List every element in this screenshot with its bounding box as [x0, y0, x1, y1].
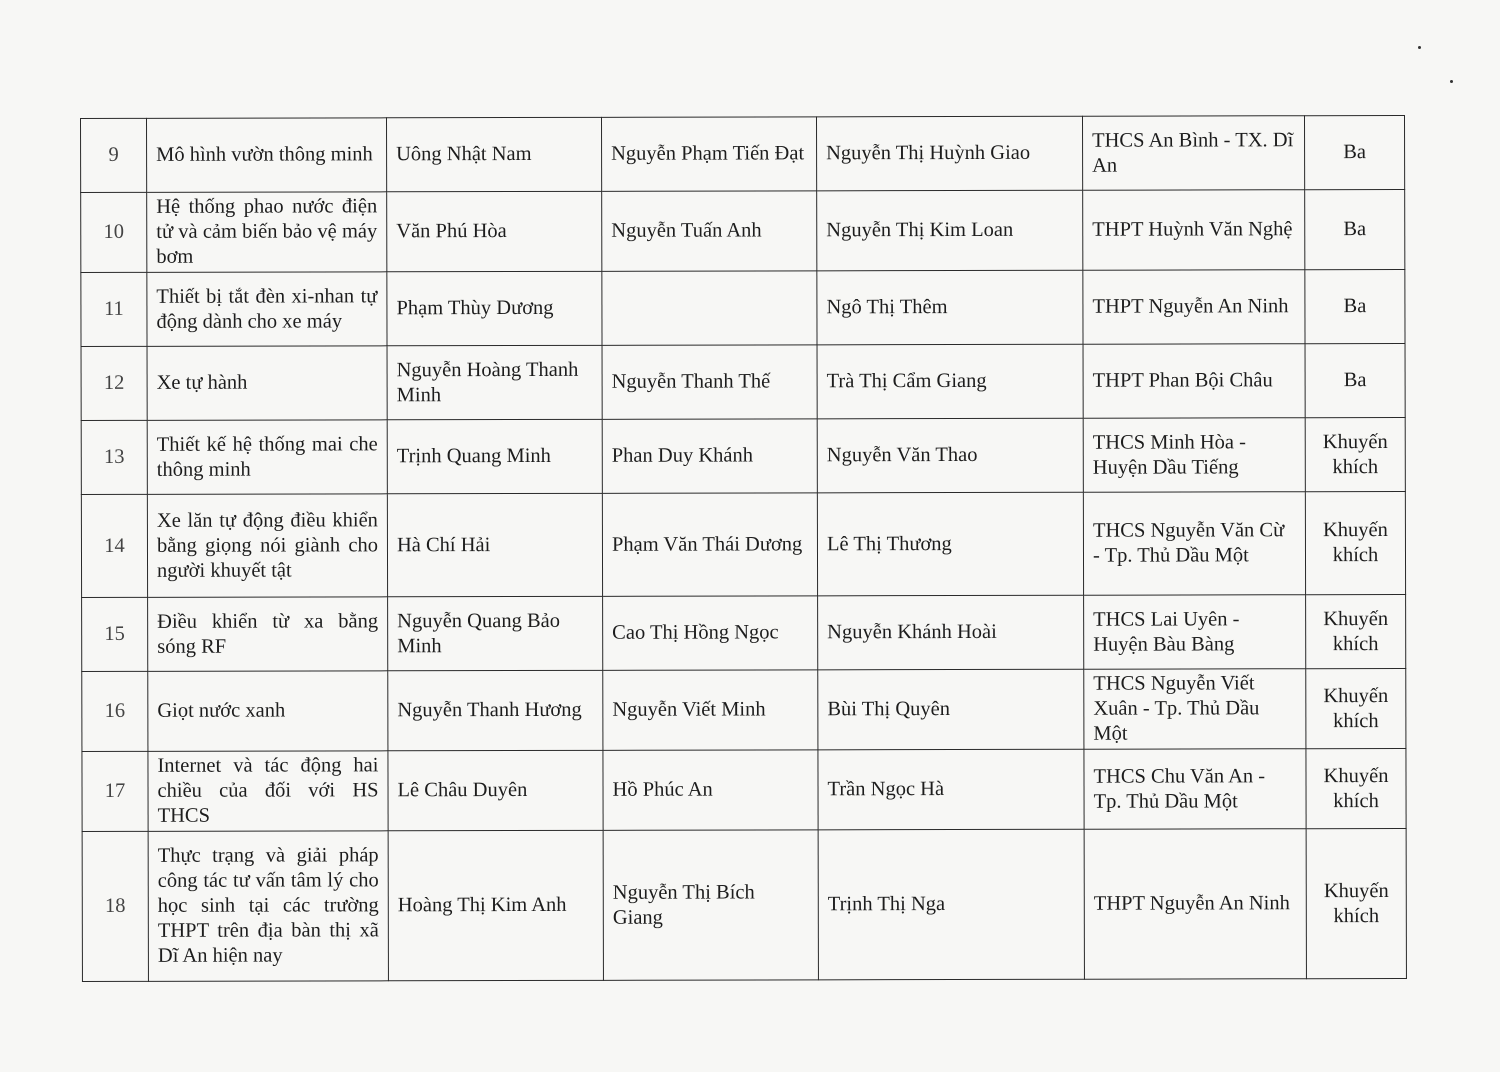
table-row	[81, 491, 1405, 597]
prize: Ba	[1305, 269, 1405, 343]
teacher: Nguyễn Thị Huỳnh Giao	[816, 116, 1082, 191]
project-name: Thiết kế hệ thống mai che thông minh	[147, 420, 387, 495]
school: THPT Nguyễn An Ninh	[1084, 829, 1306, 980]
teacher: Trịnh Thị Nga	[818, 829, 1084, 980]
scan-speck	[1418, 46, 1421, 49]
project-name: Internet và tác động hai chiều của đối với HS THCS	[148, 751, 388, 832]
student-1: Uông Nhật Nam	[387, 117, 602, 191]
row-number: 13	[81, 420, 147, 494]
prize: Khuyến khích	[1306, 748, 1406, 828]
student-1: Lê Châu Duyên	[388, 750, 603, 830]
scan-speck	[1450, 80, 1453, 83]
row-number: 12	[81, 346, 147, 420]
row-number: 14	[81, 494, 147, 597]
row-number: 11	[81, 272, 147, 346]
prize: Ba	[1304, 115, 1404, 189]
prize: Khuyến khích	[1306, 594, 1406, 668]
school: THCS Nguyễn Viết Xuân - Tp. Thủ Dầu Một	[1084, 669, 1306, 750]
school: THCS An Bình - TX. Dĩ An	[1082, 116, 1304, 191]
student-1: Trịnh Quang Minh	[387, 419, 602, 493]
prize: Khuyến khích	[1306, 828, 1406, 978]
project-name: Thiết bị tắt đèn xi-nhan tự động dành cho xe máy	[147, 272, 387, 347]
project-name: Điều khiển từ xa bằng sóng RF	[148, 597, 388, 672]
student-2: Hồ Phúc An	[603, 750, 818, 830]
student-1: Nguyễn Hoàng Thanh Minh	[387, 345, 602, 419]
student-2: Nguyễn Tuấn Anh	[602, 191, 817, 271]
school: THPT Phan Bội Châu	[1083, 344, 1305, 419]
student-2: Phạm Văn Thái Dương	[602, 493, 817, 596]
school: THCS Chu Văn An - Tp. Thủ Dầu Một	[1084, 749, 1306, 830]
project-name: Xe tự hành	[147, 346, 387, 421]
project-name: Hệ thống phao nước điện tử và cảm biến bảo vệ máy bơm	[147, 192, 387, 273]
teacher: Nguyễn Văn Thao	[817, 418, 1083, 493]
table-row	[81, 417, 1405, 494]
school: THPT Nguyễn An Ninh	[1083, 270, 1305, 345]
row-number: 16	[82, 671, 148, 751]
table-row	[82, 668, 1406, 751]
prize: Khuyến khích	[1306, 668, 1406, 748]
project-name: Xe lăn tự động điều khiển bằng giọng nói giành cho người khuyết tật	[147, 494, 387, 598]
prize: Ba	[1305, 343, 1405, 417]
teacher: Bùi Thị Quyên	[818, 669, 1084, 750]
row-number: 10	[81, 192, 147, 272]
student-1: Hà Chí Hải	[387, 493, 602, 596]
school: THCS Nguyễn Văn Cừ - Tp. Thủ Dầu Một	[1083, 492, 1305, 596]
project-name: Mô hình vườn thông minh	[147, 118, 387, 193]
school: THCS Minh Hòa - Huyện Dầu Tiếng	[1083, 418, 1305, 493]
table-row	[82, 594, 1406, 671]
teacher: Trà Thị Cẩm Giang	[817, 344, 1083, 419]
project-name: Thực trạng và giải pháp công tác tư vấn tâm lý cho học sinh tại các trường THPT trên địa bàn thị xã Dĩ An hiện nay	[148, 831, 388, 982]
student-1: Nguyễn Quang Bảo Minh	[388, 596, 603, 670]
table-row	[82, 828, 1406, 981]
teacher: Ngô Thị Thêm	[817, 270, 1083, 345]
teacher: Trần Ngọc Hà	[818, 749, 1084, 830]
school: THPT Huỳnh Văn Nghệ	[1083, 190, 1305, 271]
prize: Khuyến khích	[1305, 417, 1405, 491]
student-2: Nguyễn Thị Bích Giang	[603, 830, 818, 980]
student-2: Cao Thị Hồng Ngọc	[603, 596, 818, 670]
table-row	[81, 189, 1405, 272]
student-2: Nguyễn Phạm Tiến Đạt	[601, 117, 816, 191]
school: THCS Lai Uyên - Huyện Bàu Bàng	[1084, 595, 1306, 670]
project-name: Giọt nước xanh	[148, 671, 388, 752]
teacher: Nguyễn Khánh Hoài	[818, 595, 1084, 670]
table-row	[81, 343, 1405, 420]
row-number: 17	[82, 751, 148, 831]
prize: Ba	[1305, 189, 1405, 269]
row-number: 9	[81, 118, 147, 192]
student-2: Nguyễn Thanh Thế	[602, 345, 817, 419]
student-1: Hoàng Thị Kim Anh	[388, 830, 603, 980]
row-number: 15	[82, 597, 148, 671]
table-row	[82, 748, 1406, 831]
row-number: 18	[82, 831, 148, 981]
student-1: Phạm Thùy Dương	[387, 271, 602, 345]
table-row	[81, 269, 1405, 346]
award-results-table	[80, 115, 1407, 982]
teacher: Nguyễn Thị Kim Loan	[817, 190, 1083, 271]
prize: Khuyến khích	[1305, 491, 1405, 594]
student-1: Văn Phú Hòa	[387, 191, 602, 271]
student-2: Nguyễn Viết Minh	[603, 670, 818, 750]
student-2: Phan Duy Khánh	[602, 419, 817, 493]
student-1: Nguyễn Thanh Hương	[388, 670, 603, 750]
teacher: Lê Thị Thương	[817, 492, 1083, 596]
student-2	[602, 271, 817, 345]
table-row	[81, 115, 1405, 192]
